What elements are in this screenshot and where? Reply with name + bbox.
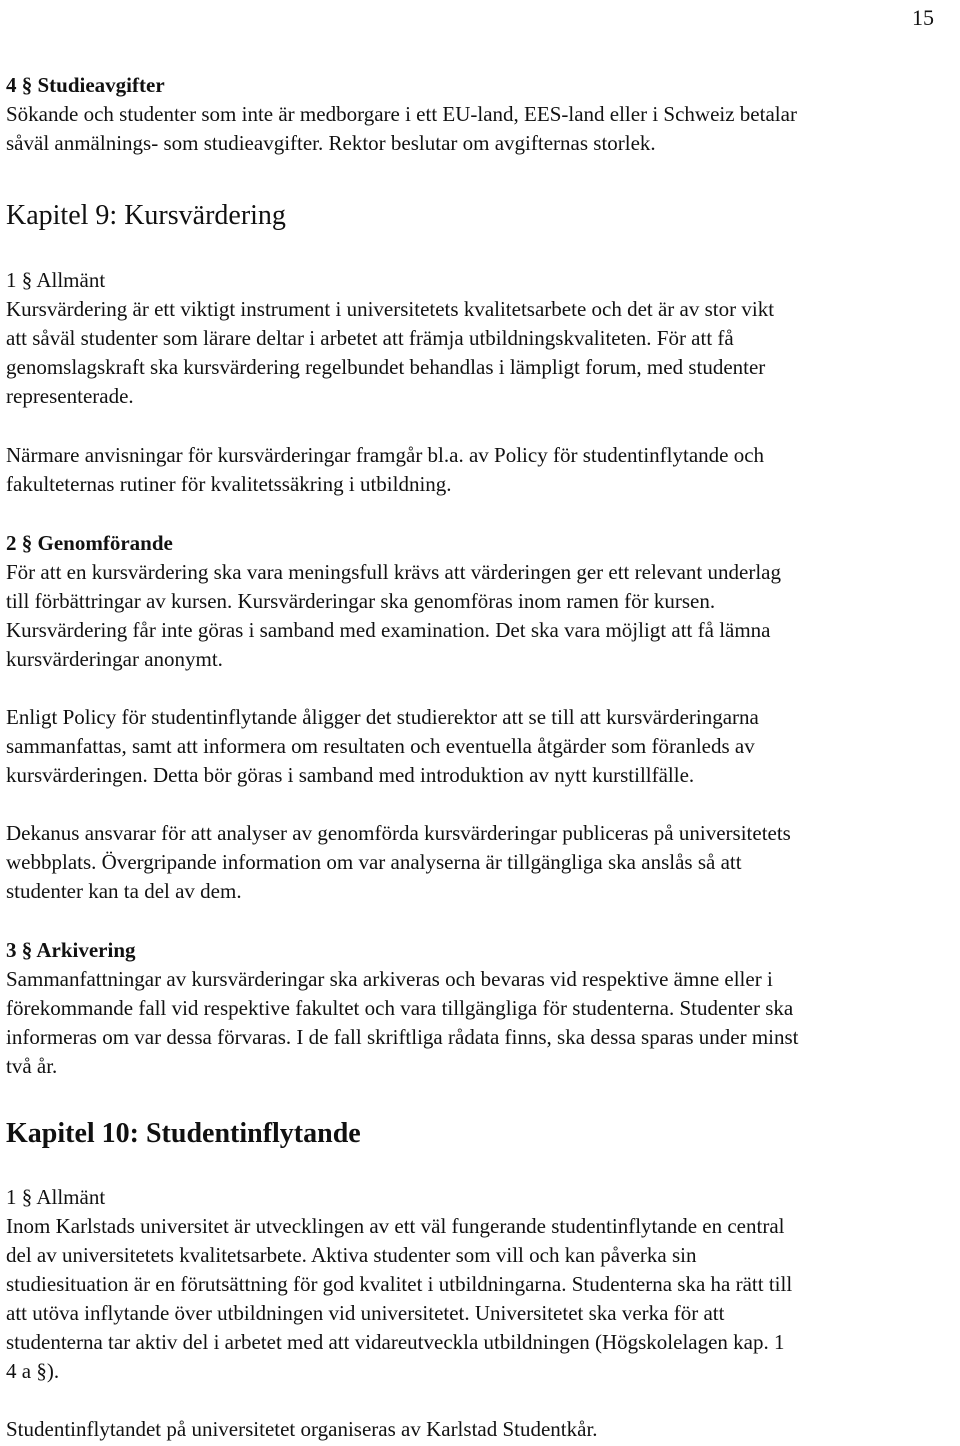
paragraph-line: förekommande fall vid respektive fakultet och vara tillgängliga för studenterna. Studenter ska — [6, 996, 794, 1020]
paragraph-line: kursvärderingen. Detta bör göras i samband med introduktion av nytt kurstillfälle. — [6, 763, 695, 787]
section-arkivering — [6, 936, 956, 1081]
paragraph-line: fakulteternas rutiner för kvalitetssäkring i utbildning. — [6, 472, 452, 496]
paragraph-line: två år. — [6, 1054, 58, 1078]
section-heading: 1 § Allmänt — [6, 268, 106, 292]
section-allmant-ch10 — [6, 1183, 956, 1386]
paragraph-line: studenterna tar aktiv del i arbetet med att vidareutveckla utbildningen (Högskolelagen kap. 1 — [6, 1330, 785, 1354]
section-genomforande — [6, 529, 956, 674]
paragraph-line: Kursvärdering är ett viktigt instrument i universitetets kvalitetsarbete och det är av stor vikt — [6, 297, 775, 321]
paragraph-line: Sammanfattningar av kursvärderingar ska arkiveras och bevaras vid respektive ämne eller i — [6, 967, 773, 991]
paragraph-line: 4 a §). — [6, 1359, 60, 1383]
paragraph-policy — [6, 703, 956, 790]
section-heading: 3 § Arkivering — [6, 938, 136, 962]
paragraph-line: till förbättringar av kursen. Kursvärderingar ska genomföras inom ramen för kursen. — [6, 589, 716, 613]
paragraph-line: webbplats. Övergripande information om var analyserna är tillgängliga ska anslås så att — [6, 850, 742, 874]
paragraph-line: Närmare anvisningar för kursvärderingar framgår bl.a. av Policy för studentinflytande och — [6, 443, 765, 467]
paragraph-line: sammanfattas, samt att informera om resultaten och eventuella åtgärder som föranleds av — [6, 734, 755, 758]
page-number: 15 — [912, 5, 934, 30]
section-heading: 2 § Genomförande — [6, 531, 173, 555]
paragraph-anvisningar — [6, 441, 956, 499]
paragraph-line: att utöva inflytande över utbildningen vid universitetet. Universitetet ska verka för att — [6, 1301, 725, 1325]
paragraph-line: Sökande och studenter som inte är medborgare i ett EU-land, EES-land eller i Schweiz betalar — [6, 102, 797, 126]
paragraph-line: För att en kursvärdering ska vara meningsfull krävs att värderingen ger ett relevant underlag — [6, 560, 781, 584]
paragraph-dekanus — [6, 819, 956, 906]
section-allmant-ch9 — [6, 266, 956, 411]
chapter-9-title: Kapitel 9: Kursvärdering — [6, 200, 286, 231]
paragraph-line: kursvärderingar anonymt. — [6, 647, 223, 671]
paragraph-line: Enligt Policy för studentinflytande åligger det studierektor att se till att kursvärderingarna — [6, 705, 759, 729]
section-studieavgifter — [6, 71, 956, 158]
paragraph-line: studiesituation är en förutsättning för god kvalitet i utbildningarna. Studenterna ska ha rätt till — [6, 1272, 793, 1296]
paragraph-line: representerade. — [6, 384, 134, 408]
paragraph-line: Studentinflytandet på universitetet organiseras av Karlstad Studentkår. — [6, 1417, 598, 1441]
paragraph-line: att såväl studenter som lärare deltar i arbetet att främja utbildningskvaliteten. För att få — [6, 326, 734, 350]
section-heading: 1 § Allmänt — [6, 1185, 106, 1209]
paragraph-line: del av universitetets kvalitetsarbete. Aktiva studenter som vill och kan påverka sin — [6, 1243, 697, 1267]
paragraph-line: informeras om var dessa förvaras. I de fall skriftliga rådata finns, ska dessa sparas under minst — [6, 1025, 799, 1049]
paragraph-line: Dekanus ansvarar för att analyser av genomförda kursvärderingar publiceras på universitetets — [6, 821, 791, 845]
paragraph-line: Kursvärdering får inte göras i samband med examination. Det ska vara möjligt att få lämna — [6, 618, 771, 642]
paragraph-studentkar — [6, 1415, 956, 1444]
paragraph-line: studenter kan ta del av dem. — [6, 879, 242, 903]
paragraph-line: såväl anmälnings- som studieavgifter. Rektor beslutar om avgifternas storlek. — [6, 131, 656, 155]
chapter-10-title: Kapitel 10: Studentinflytande — [6, 1118, 361, 1149]
paragraph-line: genomslagskraft ska kursvärdering regelbundet behandlas i lämpligt forum, med studenter — [6, 355, 766, 379]
section-heading: 4 § Studieavgifter — [6, 73, 165, 97]
paragraph-line: Inom Karlstads universitet är utvecklingen av ett väl fungerande studentinflytande en central — [6, 1214, 785, 1238]
